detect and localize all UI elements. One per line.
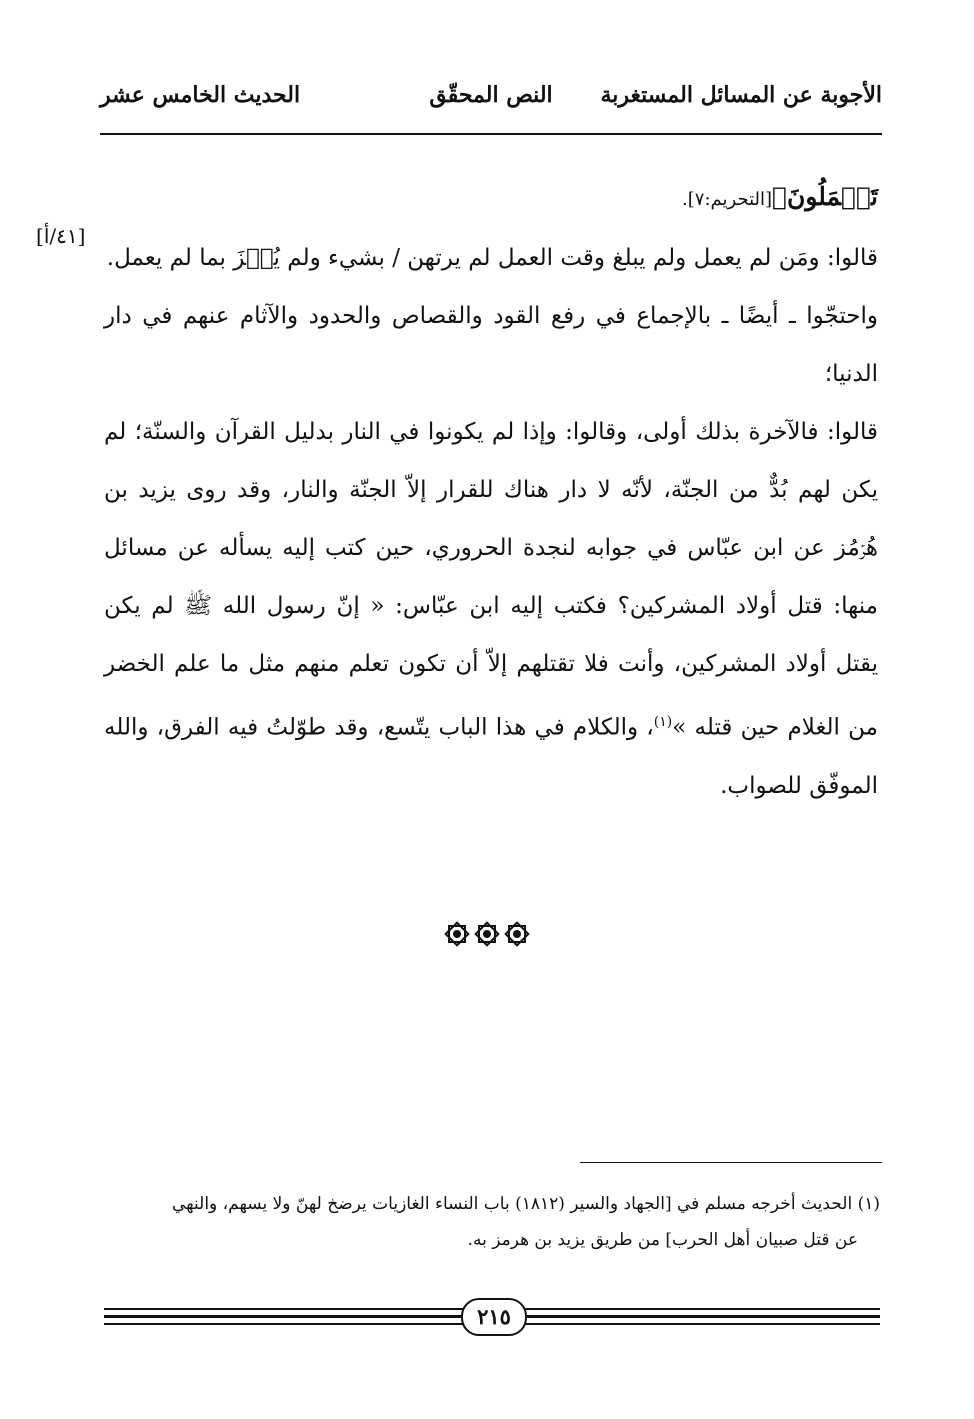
paragraph-3 xyxy=(104,403,878,815)
paragraph-2: واحتجّوا ـ أيضًا ـ بالإجماع في رفع القود والقصاص والحدود والآثام عنهم في دار الدنيا؛ xyxy=(104,303,878,387)
footnote-separator xyxy=(580,1162,882,1163)
footnote-reference[interactable]: (١) xyxy=(653,714,673,730)
manuscript-folio-marker: [٤١/أ] xyxy=(36,224,86,248)
header-rule xyxy=(100,133,882,135)
verse-reference: [التحريم:٧]. xyxy=(682,189,773,210)
paragraph-3-text-b: ، والكلام في هذا الباب يتّسع، وقد طوّلتُ فيه الفرق، والله الموفّق للصواب. xyxy=(104,714,878,799)
header-chapter: الحديث الخامس عشر xyxy=(100,82,301,108)
page-number: ٢١٥ xyxy=(461,1298,527,1336)
footnote xyxy=(104,1186,880,1258)
flower-ornament-icon xyxy=(442,920,532,948)
footnote-line-2: عن قتل صبيان أهل الحرب] من طريق يزيد بن هرمز به. xyxy=(467,1230,858,1250)
header-book-title: الأجوبة عن المسائل المستغربة xyxy=(600,82,882,108)
quran-verse-end: تَعۡمَلُونَ﴾ xyxy=(772,182,878,211)
running-header xyxy=(100,82,882,122)
paragraph-1: قالوا: ومَن لم يعمل ولم يبلغ وقت العمل لم يرتهن / بشيء ولم يُجۡزَ بما لم يعمل. xyxy=(106,245,878,271)
verse-line xyxy=(104,168,878,229)
paragraph-3-text-a: قالوا: فالآخرة بذلك أولى، وقالوا: وإذا لم يكونوا في النار بدليل القرآن والسنّة؛ لم يكن لهم بُدٌّ من الجنّة، لأنّه لا دار هناك للقرار إلاّ الجنّة والنار، وقد روى يزيد بن هُرۡمُز عن ابن عبّاس في جوابه لنجدة الحروري، حين كتب إليه يسأله عن مسائل منها: قتل أولاد المشركين؟ فكتب إليه ابن عبّاس: « إنّ رسول الله ﷺ لم يكن يقتل أولاد المشركين، وأنت فلا تقتلهم إلاّ أن تكون تعلم منهم مثل ما علم الخضر من الغلام حين قتله » xyxy=(104,419,878,741)
footnote-line-1: (١) الحديث أخرجه مسلم في [الجهاد والسير (١٨١٢) باب النساء الغازيات يرضخ لهنّ ولا يسهم، والنهي xyxy=(172,1194,880,1214)
main-text xyxy=(104,168,878,815)
header-section: النص المحقّق xyxy=(429,82,553,108)
